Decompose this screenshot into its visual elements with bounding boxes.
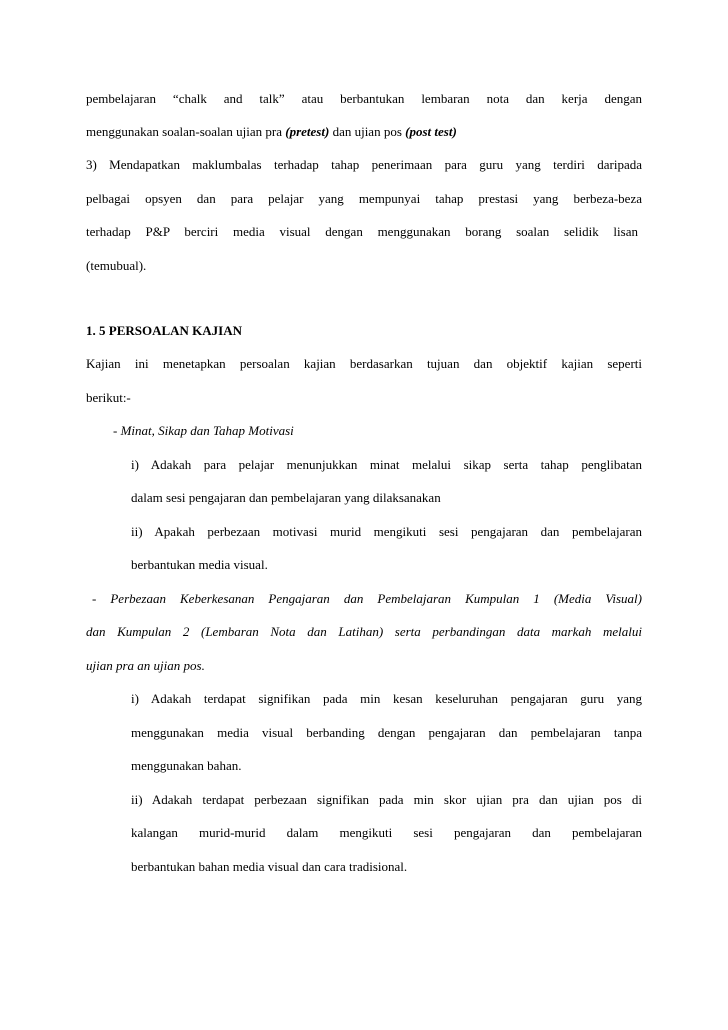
text-line: menggunakan media visual berbanding dengan pengajaran dan pembelajaran tanpa	[131, 725, 642, 740]
subheading: dan Kumpulan 2 (Lembaran Nota dan Latihan) serta perbandingan data markah melalui	[86, 624, 642, 639]
text-line	[86, 124, 642, 140]
text-line: terhadap P&P berciri media visual dengan menggunakan borang soalan selidik lisan	[86, 224, 638, 239]
pretest-term: (pretest)	[285, 124, 330, 139]
posttest-term: (post test)	[405, 124, 457, 139]
text-line: 3) Mendapatkan maklumbalas terhadap tahap penerimaan para guru yang terdiri daripada	[86, 157, 642, 172]
subheading: - Minat, Sikap dan Tahap Motivasi	[113, 423, 294, 438]
text-line: dalam sesi pengajaran dan pembelajaran yang dilaksanakan	[131, 490, 441, 505]
text-line: berbantukan media visual.	[131, 557, 268, 572]
text-span: menggunakan soalan-soalan ujian pra	[86, 124, 286, 139]
text-line: i) Adakah para pelajar menunjukkan minat melalui sikap serta tahap penglibatan	[131, 457, 642, 472]
text-line: Kajian ini menetapkan persoalan kajian berdasarkan tujuan dan objektif kajian seperti	[86, 356, 642, 371]
text-line: i) Adakah terdapat signifikan pada min kesan keseluruhan pengajaran guru yang	[131, 691, 642, 706]
text-line: berikut:-	[86, 390, 131, 405]
text-line: ii) Adakah terdapat perbezaan signifikan pada min skor ujian pra dan ujian pos di	[131, 792, 642, 807]
text-line: kalangan murid-murid dalam mengikuti sesi pengajaran dan pembelajaran	[131, 825, 642, 840]
text-line: pembelajaran “chalk and talk” atau berbantukan lembaran nota dan kerja dengan	[86, 91, 642, 106]
text-span: dan ujian pos	[329, 124, 406, 139]
text-line: (temubual).	[86, 258, 147, 273]
text-line: pelbagai opsyen dan para pelajar yang mempunyai tahap prestasi yang berbeza-beza	[86, 191, 642, 206]
subheading: ujian pra an ujian pos.	[86, 658, 205, 673]
section-heading: 1. 5 PERSOALAN KAJIAN	[86, 323, 243, 338]
text-line: berbantukan bahan media visual dan cara tradisional.	[131, 859, 408, 874]
text-line: ii) Apakah perbezaan motivasi murid mengikuti sesi pengajaran dan pembelajaran	[131, 524, 642, 539]
text-line: menggunakan bahan.	[131, 758, 242, 773]
subheading: - Perbezaan Keberkesanan Pengajaran dan Pembelajaran Kumpulan 1 (Media Visual)	[92, 591, 642, 606]
